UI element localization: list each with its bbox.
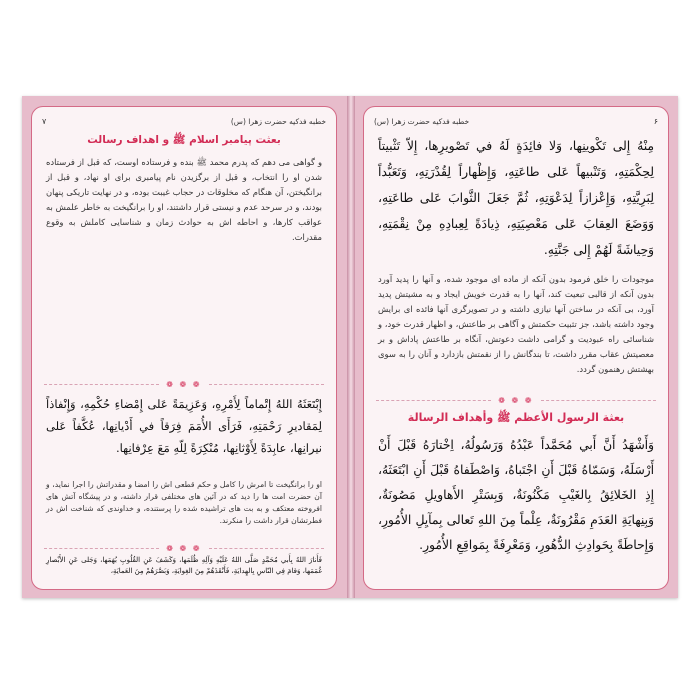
book-spread: [22, 96, 678, 598]
flower-ornament-icon: ❁ ❁ ❁: [166, 379, 202, 389]
left-divider-1: [44, 379, 324, 389]
left-divider-2: [44, 543, 324, 553]
right-page-header: [374, 115, 658, 127]
left-arabic-paragraph-1: إِبْتَعَثَهُ اللهُ إِتْماماً لِأَمْرِهِ، وَعَزِيمَةً عَلى إِمْضاءِ حُكْمِهِ، وَإِنْفاذاً لِمَقاديرِ رَحْمَتِهِ، فَرَأَى الأُمَمَ فِرَقاً في أَدْيانِها، عُكَّفاً عَلى نيرانِها، عابِدَةً لِأَوْثانِها، مُنْكِرَةً لِلّهِ مَعَ عِرْفانِها.: [46, 397, 322, 455]
flower-ornament-icon: ❁ ❁ ❁: [166, 543, 202, 553]
left-section-heading: بعثت پیامبر اسلام ﷺ و اهداف رسالت: [87, 134, 281, 146]
book-gutter: [347, 96, 355, 598]
left-header-title: خطبه فدکیه حضرت زهرا (س): [230, 116, 326, 126]
right-persian-paragraph-1: موجودات را خلق فرمود بدون آنکه از ماده ای موجود شده، و آنها را پدید آورد بدون آنکه از قالبی تبعیت کند، آنها را به قدرت خویش ایجاد و به مشیتش پدید آورد، بی آنکه در ساختن آنها نیازی داشته و در تصویرگری آنها فائده ای برایش وجود داشته باشد، جز تثبیت حکمتش و آگاهی بر طاعتش، و اظهار قدرت خود، و شناسائی راه عبودیت و گرامی داشت دعوتش، آنگاه بر طاعتش پاداش و بر معصیتش عقاب مقرر داشت، تا بندگانش را از نقمتش بازدارد و آنان را به سوی بهشتش رهنمون گردد.: [378, 274, 654, 374]
left-page-header: [42, 115, 326, 127]
right-page-number: ۶: [653, 116, 658, 126]
left-persian-paragraph-2: او را برانگیخت تا امرش را کامل و حکم قطعی اش را امضا و مقدراتش را اجرا نماید، و آن حضرت امت ها را دید که در آئین های مختلفی قرار داشته، و در پیشگاه آتش های افروخته معتکف و به بت های تراشیده شده را پرستنده، و خداوندی که شناخت اش در فطرتشان قرار داشت را منکرند.: [46, 480, 322, 525]
left-page-number: ۷: [42, 116, 47, 126]
left-arabic-paragraph-2: فَأَنارَ اللهُ بِأَبي مُحَمَّدٍ صَلَّى اللهُ عَلَيْهِ وَآلِهِ ظُلَمَها، وَكَشَفَ عَنِ القُلُوبِ بُهَمَها، وَجَلى عَنِ الأَبْصارِ غُمَمَها، وَقامَ فِي النّاسِ بِالهِدايَةِ، فَأَنْقَذَهُمْ مِنَ الغِوايَةِ، وَبَصَّرَهُمْ مِنَ العَمايَةِ،: [46, 556, 322, 575]
left-page: [31, 106, 337, 590]
flower-ornament-icon: ❁ ❁ ❁: [498, 395, 534, 405]
left-persian-paragraph-1: و گواهی می دهم که پدرم محمد ﷺ بنده و فرستاده اوست، که قبل از فرستاده شدن او را انتخاب، و قبل از برگزیدن نام پیامبری برای او نهاد، و قبل از برانگیختن، آن هنگام که مخلوقات در حجاب غیبت بوده، و در نهایت تاریکی پنهان بودند، و در سرحد عدم و نیستی قرار داشتند، او را برانگیخت به خاطر علمش به عواقب کارها، و احاطه اش به حوادث زمان و شناسایی کاملش به وقوع مقدرات.: [46, 157, 322, 242]
right-divider-1: [376, 395, 656, 405]
right-section-heading: بعثة الرسول الأعظم ﷺ وأهداف الرسالة: [407, 411, 625, 424]
right-page: [363, 106, 669, 590]
right-arabic-paragraph-1: مِنْهُ إِلى تَكْوينِها، وَلا فائِدَةٍ لَهُ في تَصْويرِها، إِلاّ تَثْبيتاً لِحِكْمَتِهِ، وَتَنْبيهاً عَلى طاعَتِهِ، وَإِظْهاراً لِقُدْرَتِهِ، وَتَعَبُّداً لِبَرِيَّتِهِ، وَإِعْزازاً لِدَعْوَتِهِ، ثُمَّ جَعَلَ الثَّوابَ عَلى طاعَتِهِ، وَوَضَعَ العِقابَ عَلى مَعْصِيَتِهِ، ذِيادَةً لِعِبادِهِ مِنْ نِقْمَتِهِ، وَحِياشَةً لَهُمْ إِلى جَنَّتِهِ.: [378, 139, 654, 257]
right-header-title: خطبه فدکیه حضرت زهرا (س): [374, 116, 470, 126]
right-arabic-paragraph-2: وَأَشْهَدُ أَنَّ أَبي مُحَمَّداً عَبْدُهُ وَرَسُولُهُ، اِخْتارَهُ قَبْلَ أَنْ أَرْسَلَهُ، وَسَمّاهُ قَبْلَ أَنِ اجْتَباهُ، وَاصْطَفاهُ قَبْلَ أَنِ ابْتَعَثَهُ، إِذِ الخَلائِقُ بِالغَيْبِ مَكْنُونَةٌ، وَبِسَتْرِ الأَهاويلِ مَصُونَةٌ، وَبِنِهايَةِ العَدَمِ مَقْرُونَةٌ، عِلْماً مِنَ اللهِ تَعالى بِمآيِلِ الأُمُورِ، وَإِحاطَةً بِحَوادِثِ الدُّهُورِ، وَمَعْرِفَةً بِمَواقِعِ الأُمُورِ.: [378, 438, 654, 552]
